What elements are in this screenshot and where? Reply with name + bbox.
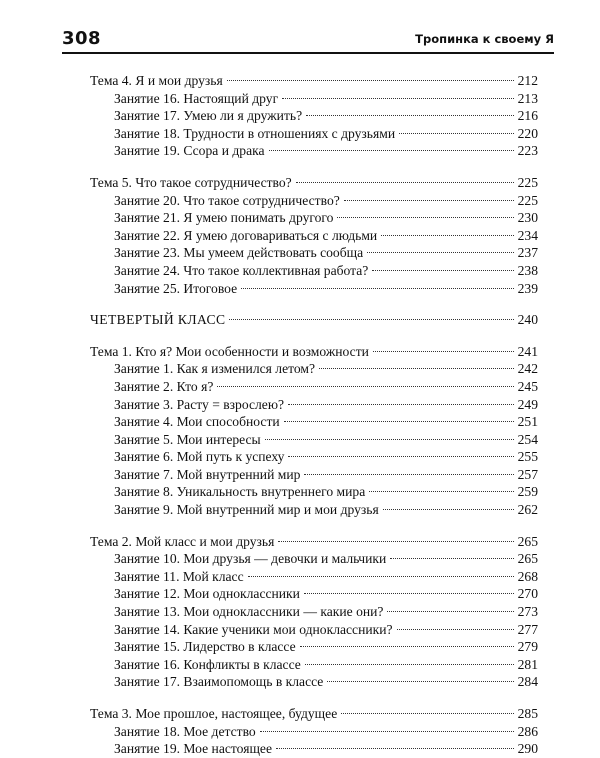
toc-lesson-row [90,550,538,568]
entry-title: Тема 5. Что такое сотрудничество? [90,174,292,190]
dot-leader [305,664,514,665]
toc-lesson-row [90,483,538,501]
toc-lesson-row [90,431,538,449]
dot-leader [397,629,514,630]
entry-page-number: 273 [517,604,538,620]
dot-leader [390,558,513,559]
toc-lesson-row [90,501,538,519]
entry-title: Занятие 9. Мой внутренний мир и мои друзья [114,502,379,518]
entry-title: Занятие 4. Мои способности [114,414,280,430]
entry-title: Занятие 23. Мы умеем действовать сообща [114,245,364,261]
entry-title: Занятие 15. Лидерство в классе [114,639,296,655]
dot-leader [373,351,514,352]
entry-page-number: 220 [517,125,538,141]
dot-leader [369,491,513,492]
toc-lesson-row [90,723,538,741]
dot-leader [276,748,514,749]
entry-title: Занятие 24. Что такое коллективная работа? [114,262,369,278]
entry-page-number: 213 [517,90,538,106]
toc-lesson-row [90,262,538,280]
dot-leader [248,576,514,577]
dot-leader [300,646,514,647]
dot-leader [399,133,513,134]
entry-page-number: 279 [517,639,538,655]
entry-title: Занятие 6. Мой путь к успеху [114,449,285,465]
toc-lesson-row [90,125,538,143]
toc-lesson-row [90,227,538,245]
topic-group [90,343,538,519]
entry-page-number: 285 [517,706,538,721]
entry-title: Занятие 14. Какие ученики мои одноклассники? [114,621,393,637]
dot-leader [227,80,514,81]
entry-title: Занятие 20. Что такое сотрудничество? [114,192,340,208]
dot-leader [372,270,513,271]
entry-page-number: 281 [517,656,538,672]
toc-lesson-row [90,568,538,586]
entry-title: Занятие 16. Настоящий друг [114,90,279,106]
table-of-contents [90,72,538,758]
toc-lesson-row [90,740,538,758]
dot-leader [367,252,513,253]
entry-title: Занятие 1. Как я изменился летом? [114,361,316,377]
toc-lesson-row [90,603,538,621]
class-section [90,311,538,329]
entry-page-number: 249 [517,396,538,412]
dot-leader [260,731,514,732]
toc-lesson-row [90,673,538,691]
entry-title: Тема 4. Я и мои друзья [90,73,223,88]
entry-page-number: 230 [517,210,538,226]
entry-page-number: 284 [517,674,538,690]
toc-lesson-row [90,621,538,639]
running-title: Тропинка к своему Я [415,32,554,46]
entry-page-number: 225 [517,174,538,190]
toc-lesson-row [90,656,538,674]
entry-title: Тема 2. Мой класс и мои друзья [90,533,275,549]
toc-lesson-row [90,360,538,378]
entry-page-number: 290 [517,741,538,757]
dot-leader [229,319,513,320]
toc-lesson-row [90,466,538,484]
toc-lesson-row [90,244,538,262]
dot-leader [288,404,514,405]
entry-title: Занятие 19. Мое настоящее [114,741,272,757]
toc-lesson-row [90,107,538,125]
entry-page-number: 255 [517,449,538,465]
dot-leader [304,593,514,594]
entry-title: ЧЕТВЕРТЫЙ КЛАСС [90,312,226,328]
entry-page-number: 259 [517,484,538,500]
toc-topic-row [90,174,538,192]
entry-page-number: 257 [517,466,538,482]
entry-title: Занятие 10. Мои друзья — девочки и мальчики [114,551,387,567]
topic-group [90,174,538,297]
dot-leader [341,713,513,714]
entry-title: Занятие 13. Мои одноклассники — какие они? [114,604,384,620]
dot-leader [381,235,513,236]
entry-page-number: 241 [517,343,538,359]
toc-class-heading [90,311,538,329]
dot-leader [241,288,513,289]
entry-title: Занятие 2. Кто я? [114,378,214,394]
entry-title: Тема 3. Мое прошлое, настоящее, будущее [90,706,338,721]
toc-topic-row [90,343,538,361]
entry-page-number: 265 [517,551,538,567]
entry-page-number: 286 [517,723,538,739]
entry-page-number: 239 [517,280,538,296]
toc-lesson-row [90,209,538,227]
dot-leader [288,456,513,457]
dot-leader [304,474,513,475]
entry-page-number: 234 [517,227,538,243]
entry-page-number: 242 [517,361,538,377]
entry-title: Занятие 8. Уникальность внутреннего мира [114,484,366,500]
dot-leader [306,115,513,116]
page-header [62,18,554,54]
entry-title: Занятие 21. Я умею понимать другого [114,210,334,226]
dot-leader [383,509,514,510]
entry-page-number: 225 [517,192,538,208]
entry-page-number: 223 [517,143,538,159]
toc-lesson-row [90,192,538,210]
toc-topic-row [90,533,538,551]
dot-leader [344,200,514,201]
dot-leader [284,421,514,422]
toc-topic-row [90,705,538,723]
toc-lesson-row [90,142,538,160]
entry-page-number: 251 [517,414,538,430]
entry-title: Занятие 5. Мои интересы [114,431,261,447]
dot-leader [337,217,513,218]
dot-leader [217,386,513,387]
entry-title: Занятие 17. Умею ли я дружить? [114,108,303,124]
entry-title: Занятие 11. Мой класс [114,568,244,584]
entry-title: Тема 1. Кто я? Мои особенности и возможности [90,343,369,359]
dot-leader [282,98,513,99]
dot-leader [319,368,514,369]
dot-leader [327,681,513,682]
toc-lesson-row [90,585,538,603]
entry-page-number: 212 [517,73,538,88]
entry-title: Занятие 19. Ссора и драка [114,143,265,159]
toc-lesson-row [90,413,538,431]
toc-lesson-row [90,448,538,466]
entry-page-number: 240 [517,312,538,328]
entry-page-number: 262 [517,502,538,518]
entry-title: Занятие 16. Конфликты в классе [114,656,301,672]
entry-title: Занятие 12. Мои одноклассники [114,586,300,602]
dot-leader [296,182,514,183]
entry-page-number: 277 [517,621,538,637]
entry-page-number: 245 [517,378,538,394]
entry-title: Занятие 25. Итоговое [114,280,238,296]
toc-lesson-row [90,90,538,108]
entry-title: Занятие 7. Мой внутренний мир [114,466,301,482]
toc-lesson-row [90,378,538,396]
entry-page-number: 237 [517,245,538,261]
topic-group [90,72,538,160]
dot-leader [265,439,514,440]
entry-page-number: 238 [517,262,538,278]
entry-page-number: 268 [517,568,538,584]
toc-lesson-row [90,280,538,298]
entry-title: Занятие 18. Трудности в отношениях с друзьями [114,125,396,141]
dot-leader [278,541,513,542]
toc-lesson-row [90,396,538,414]
toc-lesson-row [90,638,538,656]
entry-page-number: 270 [517,586,538,602]
entry-title: Занятие 18. Мое детство [114,723,256,739]
dot-leader [387,611,513,612]
entry-page-number: 216 [517,108,538,124]
entry-page-number: 254 [517,431,538,447]
topic-group [90,533,538,691]
entry-title: Занятие 22. Я умею договариваться с людьми [114,227,378,243]
entry-page-number: 265 [517,533,538,549]
toc-topic-row [90,72,538,90]
entry-title: Занятие 17. Взаимопомощь в классе [114,674,324,690]
entry-title: Занятие 3. Расту = взрослею? [114,396,285,412]
page-number: 308 [62,28,102,49]
dot-leader [269,150,514,151]
